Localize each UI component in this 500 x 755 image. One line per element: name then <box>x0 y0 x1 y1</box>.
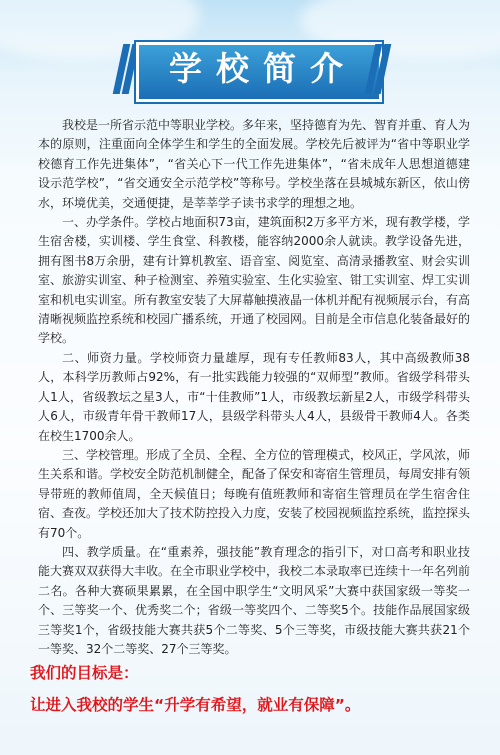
faculty-paragraph: 二、师资力量。学校师资力量雄厚，现有专任教师83人，其中高级教师38人，本科学历教师占92%，有一批实践能力较强的“双师型”教师。省级学科带头人1人，省级教坛之星3人，市“十佳教师”1人，市级教坛新星2人，市级学科带头人6人，市级青年骨干教师17人，县级学科带头人4人，县级骨干教师4人。各类在校生1700余人。 <box>38 350 470 443</box>
goal-slogan: 让进入我校的学生“升学有希望，就业有保障”。 <box>30 696 361 714</box>
intro-paragraph: 我校是一所省示范中等职业学校。多年来，坚持德育为先、智育并重、育人为本的原则，注重面向全体学生和学生的全面发展。学校先后被评为“省中等职业学校德育工作先进集体”，“省关心下一代工作先进集体”，“省未成年人思想道德建设示范学校”，“省交通安全示范学校”等称号。学校坐落在县城城东新区，依山傍水，环境优美，交通便捷，是莘莘学子读书求学的理想之地。 <box>38 118 471 210</box>
goal-heading: 我们的目标是： <box>30 664 139 682</box>
teaching-quality-paragraph: 四、教学质量。在“重素养，强技能”教育理念的指引下，对口高考和职业技能大赛双双获得大丰收。在全市职业学校中，我校二本录取率已连续十一年名列前二名。各种大赛硕果累累，在全国中职学生“文明风采”大赛中获国家级一等奖一个、三等奖一个、优秀奖二个；省级一等奖四个、二等奖5个。技能作品展国家级三等奖1个，省级技能大赛共获5个二等奖、5个三等奖，市级技能大赛共获21个一等奖、32个二等奖、27个三等奖。 <box>38 544 471 656</box>
introduction-body <box>38 116 470 659</box>
page-title: 学校简介 <box>169 49 357 88</box>
facilities-paragraph: 一、办学条件。学校占地面积73亩，建筑面积2万多平方米，现有教学楼，学生宿舍楼，实训楼、学生食堂、科教楼，能容纳2000余人就读。教学设备先进，拥有图书8万余册，建有计算机教室、语音室、阅览室、高清录播教室、财会实训室、旅游实训室、种子检测室、养殖实验室、生化实验室、钳工实训室、焊工实训室和机电实训室。所有教室安装了大屏幕触摸液晶一体机并配有视频展示台，有高清晰视频监控系统和校园广播系统，开通了校园网。目前是全市信息化装备最好的学校。 <box>38 215 471 346</box>
title-banner <box>118 40 386 98</box>
management-paragraph: 三、学校管理。形成了全员、全程、全方位的管理模式，校风正，学风浓，师生关系和谐。学校安全防范机制健全，配备了保安和寄宿生管理员，每周安排有领导带班的教师值周，全天候值日；每晚有值班教师和寄宿生管理员在学生宿舍住宿、查夜。学校还加大了技术防控投入力度，安装了校园视频监控系统，监控探头有70个。 <box>38 447 471 540</box>
